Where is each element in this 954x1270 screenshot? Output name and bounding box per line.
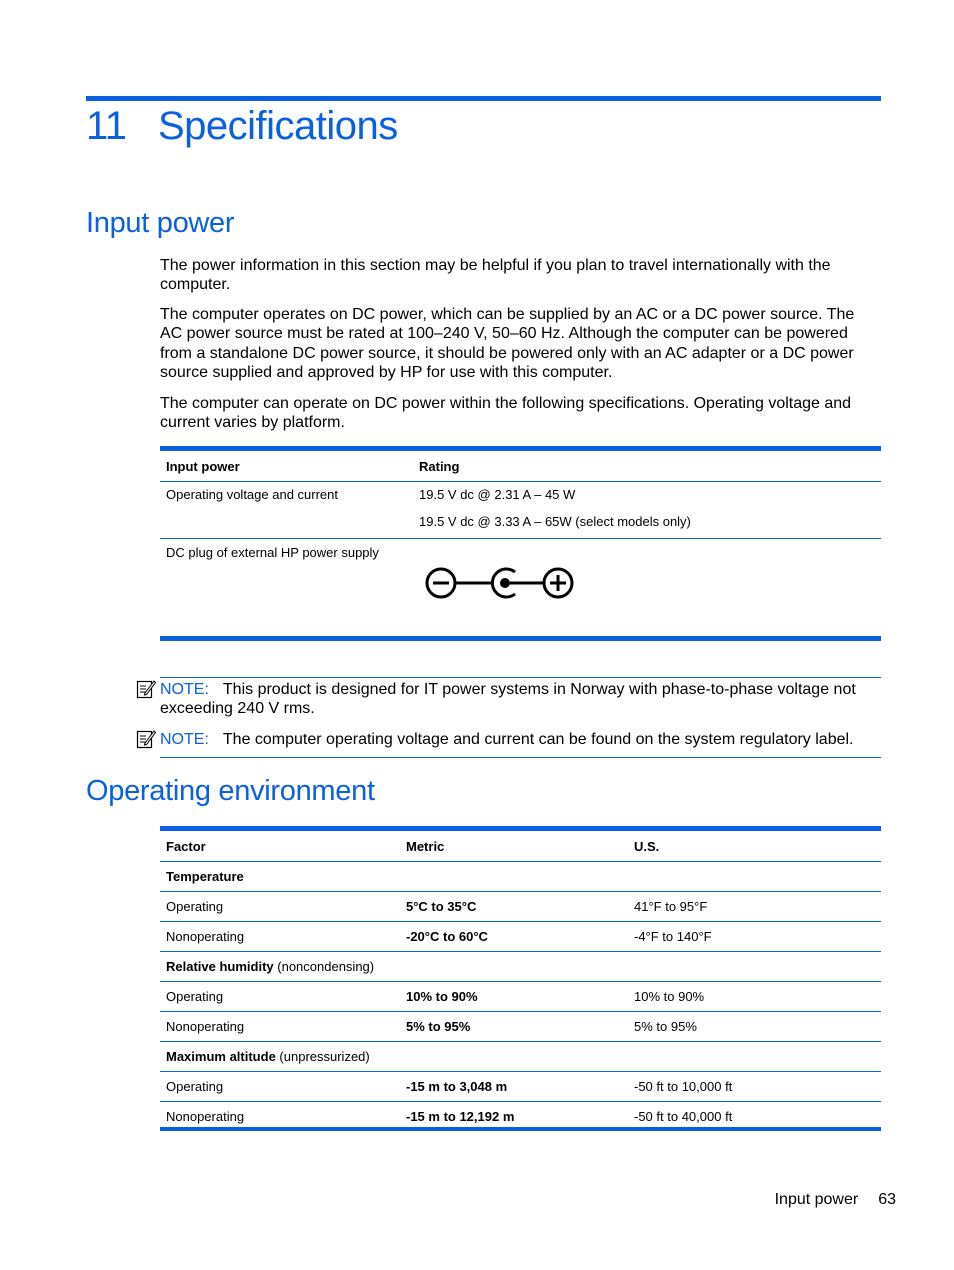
- chapter-title-text: Specifications: [158, 104, 398, 148]
- row-metric: 10% to 90%: [400, 982, 628, 1012]
- rating-value-45w: 19.5 V dc @ 2.31 A – 45 W: [419, 487, 576, 502]
- row-factor: Nonoperating: [166, 1109, 245, 1124]
- row-us: -50 ft to 40,000 ft: [634, 1109, 733, 1124]
- row-us: -50 ft to 10,000 ft: [628, 1072, 881, 1102]
- input-power-table-bottom-rule: [160, 636, 881, 641]
- column-header-rating: Rating: [413, 451, 881, 482]
- row-factor: Operating: [160, 982, 400, 1012]
- row-factor: Nonoperating: [160, 1012, 400, 1042]
- column-header-metric: Metric: [400, 831, 628, 862]
- row-us: 5% to 95%: [628, 1012, 881, 1042]
- group-qualifier: (noncondensing): [277, 959, 375, 974]
- input-power-table: [160, 451, 881, 639]
- row-label-operating-voltage: Operating voltage and current: [160, 482, 413, 539]
- dc-polarity-symbol-icon: [419, 563, 579, 603]
- table-row: [160, 1072, 881, 1102]
- row-label-dc-plug: DC plug of external HP power supply: [166, 545, 379, 560]
- row-metric: 5°C to 35°C: [400, 892, 628, 922]
- column-header-input-power: Input power: [160, 451, 413, 482]
- note-regulatory-label: [160, 730, 875, 749]
- group-qualifier: (unpressurized): [279, 1049, 370, 1064]
- footer-section-name: Input power: [774, 1191, 859, 1208]
- chapter-rule: [86, 96, 881, 101]
- operating-environment-heading: Operating environment: [86, 775, 375, 807]
- table-row: [160, 482, 881, 539]
- group-title-temperature: Temperature: [166, 869, 244, 884]
- note-label: NOTE:: [160, 681, 209, 698]
- note-text: This product is designed for IT power systems in Norway with phase-to-phase voltage not exceeding 240 V rms.: [160, 681, 856, 718]
- note-icon: [136, 729, 156, 749]
- table-group-row: [160, 952, 881, 982]
- row-factor: Operating: [160, 892, 400, 922]
- input-power-paragraph-3: The computer can operate on DC power within the following specifications. Operating voltage and current varies by platform.: [160, 395, 852, 432]
- row-metric: -15 m to 3,048 m: [400, 1072, 628, 1102]
- row-metric: -15 m to 12,192 m: [406, 1109, 515, 1124]
- input-power-paragraph-2: The computer operates on DC power, which can be supplied by an AC or a DC power source. The AC power source must be rated at 100–240 V, 50–60 Hz. Although the computer can be powered from a standalone DC power source, it should be powered only with an AC adapter or a DC power source supplied and approved by HP for use with this computer.: [160, 306, 855, 381]
- notes-bottom-rule: [160, 757, 881, 758]
- note-icon: [136, 679, 156, 699]
- note-text: The computer operating voltage and current can be found on the system regulatory label.: [222, 731, 854, 748]
- column-header-factor: Factor: [160, 831, 400, 862]
- note-norway: [160, 680, 875, 719]
- chapter-number: 11: [86, 104, 127, 148]
- table-group-row: [160, 1042, 881, 1072]
- environment-table-bottom-rule: [160, 1127, 881, 1131]
- row-us: 41°F to 95°F: [628, 892, 881, 922]
- page-number: 63: [878, 1191, 896, 1208]
- chapter-title: [86, 104, 398, 149]
- row-us: 10% to 90%: [628, 982, 881, 1012]
- group-title-maximum-altitude: Maximum altitude: [166, 1049, 276, 1064]
- input-power-heading: Input power: [86, 207, 235, 239]
- table-header-row: [160, 831, 881, 862]
- notes-top-rule: [160, 677, 881, 678]
- table-row: [160, 982, 881, 1012]
- input-power-paragraph-1: The power information in this section may be helpful if you plan to travel internationally with the computer.: [160, 257, 831, 294]
- operating-environment-table: [160, 831, 881, 1131]
- table-row: [160, 892, 881, 922]
- table-row: [160, 1012, 881, 1042]
- table-row: [160, 922, 881, 952]
- column-header-us: U.S.: [628, 831, 881, 862]
- page-footer: [775, 1191, 896, 1209]
- table-group-row: [160, 862, 881, 892]
- group-title-relative-humidity: Relative humidity: [166, 959, 274, 974]
- row-metric: 5% to 95%: [400, 1012, 628, 1042]
- table-header-row: [160, 451, 881, 482]
- rating-value-65w: 19.5 V dc @ 3.33 A – 65W (select models only): [419, 514, 691, 529]
- note-label: NOTE:: [160, 731, 209, 748]
- row-metric: -20°C to 60°C: [400, 922, 628, 952]
- table-row: [160, 539, 881, 640]
- row-factor: Nonoperating: [160, 922, 400, 952]
- row-factor: Operating: [160, 1072, 400, 1102]
- row-us: -4°F to 140°F: [628, 922, 881, 952]
